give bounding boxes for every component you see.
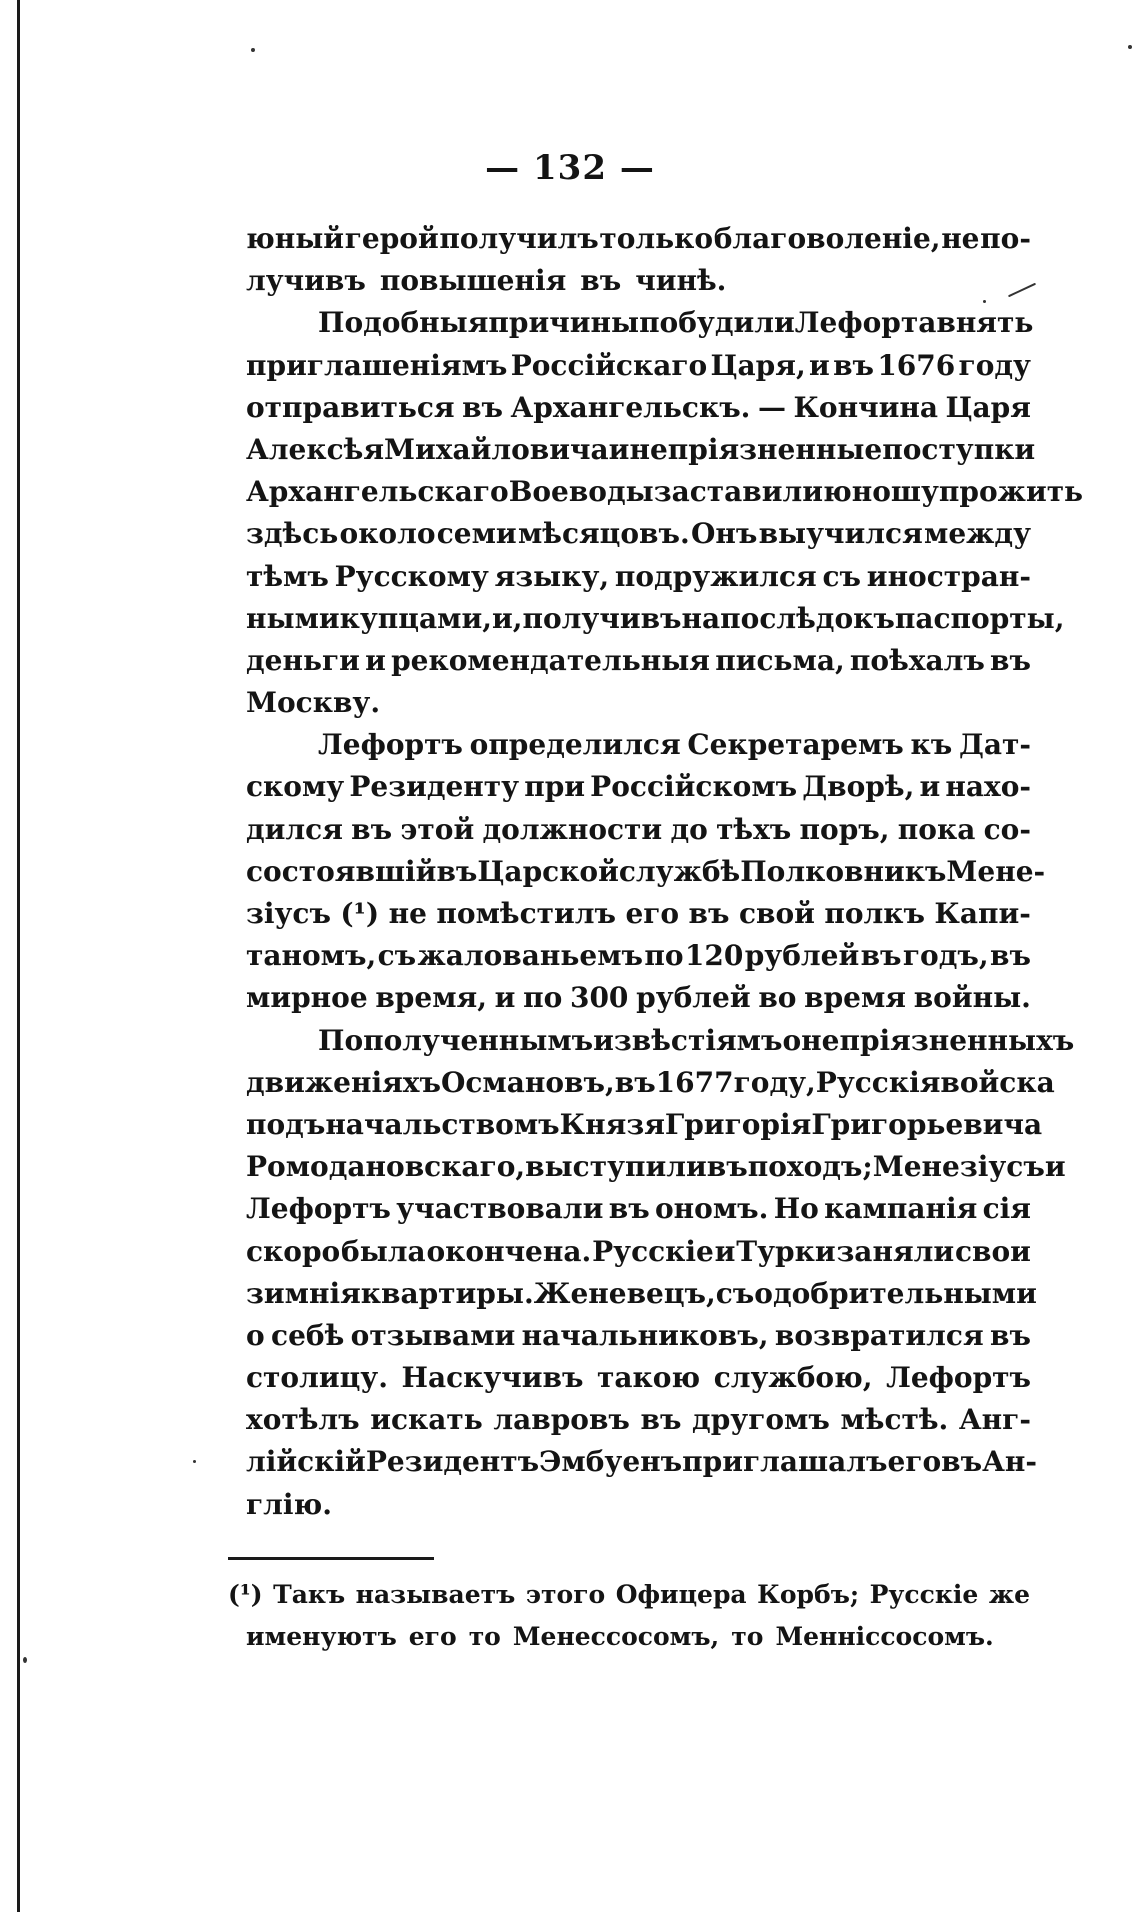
word: письма, — [715, 643, 845, 677]
word: въ — [580, 264, 622, 298]
word: Русскія — [815, 1065, 941, 1099]
word: лавровъ — [493, 1403, 630, 1437]
word: 1677 — [655, 1065, 734, 1099]
word: и — [714, 1234, 736, 1268]
word: службѣ — [618, 854, 741, 888]
scan-speck — [983, 300, 986, 303]
word: пока — [897, 812, 976, 846]
word: движеніяхъ — [246, 1065, 441, 1099]
word: заставили — [653, 475, 824, 509]
word: помѣстилъ — [436, 897, 616, 930]
word: Архангельскъ. — [510, 390, 751, 424]
word: Царя, — [710, 348, 806, 382]
word: прожить — [938, 475, 1084, 509]
text-line — [246, 601, 1065, 644]
footnotes — [228, 1580, 1030, 1664]
word: Москву. — [246, 686, 381, 720]
word: Лефортъ — [246, 1192, 391, 1226]
word: непріязненныхъ — [801, 1023, 1075, 1057]
word: непріязненные — [629, 432, 883, 466]
text-line — [246, 517, 1031, 559]
text-line — [246, 1107, 1043, 1150]
word: окончена. — [426, 1234, 592, 1268]
text-line — [246, 770, 1031, 812]
word: чинѣ. — [635, 264, 727, 298]
word: въ — [462, 390, 503, 424]
word: Турки — [736, 1234, 836, 1268]
word: во — [758, 981, 797, 1015]
word: побудили — [639, 306, 795, 340]
word: возвратился — [774, 1318, 984, 1352]
footnote-word: (¹) — [228, 1580, 263, 1609]
word: Россійскаго — [510, 348, 708, 382]
word: получилъ — [439, 222, 599, 255]
footnote-line — [228, 1580, 1030, 1622]
text-line — [246, 1319, 1031, 1361]
word: тѣхъ — [716, 812, 792, 846]
word: юный — [246, 222, 345, 255]
text-line — [246, 1065, 1055, 1108]
word: внять — [936, 306, 1034, 340]
word: паспорты, — [894, 601, 1065, 635]
word: Григорія — [664, 1107, 812, 1141]
word: Анг- — [958, 1403, 1031, 1437]
word: этой — [400, 812, 475, 846]
word: заняли — [836, 1234, 955, 1268]
text-line — [246, 432, 1036, 475]
footnote-word: Корбъ; — [757, 1580, 860, 1609]
word: ономъ. — [655, 1192, 769, 1226]
page-number: — 132 — — [485, 148, 655, 188]
word: Михайловича — [384, 432, 609, 466]
word: Эмбуенъ — [539, 1445, 683, 1479]
word: напослѣдокъ — [681, 601, 895, 635]
word: и — [365, 643, 386, 677]
footnote-word: этого — [525, 1580, 606, 1609]
word: Русскіе — [592, 1234, 714, 1268]
word: лійскій — [246, 1445, 366, 1479]
word: Царя — [945, 390, 1031, 424]
word: въ — [706, 1150, 748, 1184]
word: мѣстѣ. — [840, 1403, 949, 1437]
word: получивъ — [522, 601, 682, 635]
word: Ан- — [982, 1445, 1037, 1479]
footnote-word: именуютъ — [246, 1622, 397, 1651]
word: сія — [982, 1192, 1031, 1226]
footnote-word: Такъ — [273, 1580, 346, 1609]
text-line — [246, 475, 1084, 517]
word: подружился — [614, 559, 817, 593]
scan-edge-line — [17, 0, 20, 1912]
word: году, — [733, 1065, 816, 1099]
word: въ — [941, 1445, 983, 1479]
word: не — [941, 222, 980, 255]
word: при — [524, 770, 586, 804]
word: и — [608, 432, 630, 466]
word: и — [494, 981, 516, 1015]
text-line — [246, 264, 1031, 306]
word: Менезіусъ — [872, 1150, 1045, 1184]
word: службою, — [713, 1361, 873, 1395]
word: иностран- — [866, 559, 1031, 593]
word: Ромодановскаго, — [246, 1150, 526, 1184]
word: 1676 — [877, 348, 956, 382]
word: Капи- — [934, 897, 1031, 930]
word: Резиденту — [349, 770, 520, 804]
word: время — [804, 981, 906, 1015]
word: въ — [640, 1403, 682, 1437]
word: по — [644, 939, 684, 973]
scan-speck — [23, 1657, 27, 1663]
word: съ — [377, 939, 417, 973]
word: свой — [738, 897, 815, 930]
word: Дворѣ, — [802, 770, 915, 804]
word: Царской — [477, 854, 619, 888]
word: По — [318, 1023, 364, 1057]
word: жалованьемъ — [417, 939, 644, 973]
word: и — [809, 348, 830, 382]
word: 120 — [684, 939, 744, 973]
word: подъ — [246, 1107, 326, 1141]
word: Наскучивъ — [401, 1361, 584, 1395]
word: по- — [980, 222, 1031, 255]
text-line — [246, 1235, 1031, 1277]
footnote-word: Русскіе — [869, 1580, 979, 1609]
word: рублей — [744, 939, 860, 973]
word: въ — [614, 1065, 656, 1099]
word: и — [1044, 1150, 1066, 1184]
footnote-word: Менессосомъ, — [512, 1622, 720, 1651]
word: юношу — [823, 475, 939, 509]
word: Россійскомъ — [590, 770, 798, 804]
word: о — [246, 1318, 265, 1352]
word: деньги — [246, 643, 360, 677]
word: другомъ — [692, 1403, 830, 1437]
word: приглашеніямъ — [246, 348, 508, 382]
word: Но — [773, 1192, 819, 1226]
word: въ — [860, 939, 902, 973]
word: Лефортъ — [318, 728, 463, 762]
text-line — [246, 1403, 1031, 1445]
word: въ — [688, 897, 730, 930]
word: была — [341, 1234, 426, 1268]
text-line — [246, 813, 1031, 855]
word: въ — [608, 1192, 650, 1226]
word: съ — [822, 559, 862, 593]
word: языку, — [494, 559, 610, 593]
word: (¹) — [340, 897, 380, 930]
word: между — [924, 517, 1031, 551]
word: поръ, — [799, 812, 890, 846]
word: состоявшій — [246, 854, 437, 888]
word: мирное — [246, 981, 368, 1015]
word: семи — [436, 517, 517, 551]
word: купцами, — [339, 601, 492, 635]
text-line — [246, 728, 1031, 770]
word: Воеводы — [508, 475, 654, 509]
text-line — [246, 686, 1031, 728]
word: благоволеніе, — [713, 222, 941, 255]
word: рекомендательныя — [391, 643, 710, 677]
text-line — [246, 1023, 1075, 1066]
text-line — [246, 1488, 1031, 1530]
word: полученнымъ — [363, 1023, 594, 1057]
word: въ — [436, 854, 478, 888]
word: начальниковъ, — [521, 1318, 769, 1352]
word: повышенія — [379, 264, 567, 298]
word: Лефорта — [794, 306, 937, 340]
word: полкъ — [824, 897, 925, 930]
text-line — [246, 306, 1034, 348]
word: время, — [375, 981, 487, 1015]
word: отправиться — [246, 390, 455, 424]
text-line — [246, 1361, 1031, 1403]
word: въ — [990, 1318, 1031, 1352]
word: до — [670, 812, 708, 846]
word: рублей — [636, 981, 751, 1015]
text-line — [246, 644, 1031, 686]
word: здѣсь — [246, 517, 339, 551]
text-line — [246, 560, 1031, 602]
word: герой — [344, 222, 439, 255]
text-line — [246, 854, 1046, 897]
text-line — [246, 1150, 1066, 1192]
word: выучился — [758, 517, 923, 551]
word: его — [625, 897, 680, 930]
text-line — [246, 1192, 1031, 1234]
word: въ — [989, 939, 1031, 973]
text-line — [246, 981, 1031, 1023]
footnote-separator — [228, 1557, 434, 1560]
text-line — [246, 897, 1031, 939]
footnote-word: называетъ — [355, 1580, 516, 1609]
word: войны. — [913, 981, 1031, 1015]
word: себѣ — [271, 1318, 345, 1352]
word: 300 — [569, 981, 629, 1015]
word: въ — [351, 812, 393, 846]
text-line — [246, 349, 1031, 391]
text-line — [246, 1445, 1037, 1487]
word: Подобныя — [318, 306, 489, 340]
word: одобрительными — [754, 1276, 1037, 1310]
word: дился — [246, 812, 343, 846]
footnote-word: же — [988, 1580, 1030, 1609]
word: причины — [488, 306, 640, 340]
word: такою — [597, 1361, 701, 1395]
word: въ — [833, 348, 875, 382]
word: только — [599, 222, 714, 255]
word: Князя — [559, 1107, 665, 1141]
text-line — [246, 222, 1031, 264]
word: глію. — [246, 1487, 332, 1521]
word: приглашалъ — [682, 1445, 888, 1479]
footnote-word: Менніссосомъ. — [775, 1622, 994, 1651]
word: Григорьевича — [811, 1107, 1043, 1141]
word: тѣмъ — [246, 559, 329, 593]
footnote-line — [228, 1622, 1030, 1664]
word: начальствомъ — [325, 1107, 560, 1141]
word: определился — [469, 728, 681, 762]
word: Кончина — [793, 390, 938, 424]
word: квартиры. — [360, 1276, 534, 1310]
word: зіусъ — [246, 897, 331, 930]
word: ными — [246, 601, 340, 635]
word: о — [782, 1023, 802, 1057]
word: должности — [482, 812, 663, 846]
word: извѣстіямъ — [593, 1023, 783, 1057]
word: походъ; — [747, 1150, 873, 1184]
word: году — [958, 348, 1031, 382]
word: отзывами — [350, 1318, 516, 1352]
word: со- — [983, 812, 1031, 846]
word: мѣсяцовъ. — [517, 517, 690, 551]
scan-speck — [193, 1460, 196, 1463]
word: Лефортъ — [886, 1361, 1031, 1395]
word: искать — [370, 1403, 483, 1437]
word: кампанія — [824, 1192, 978, 1226]
word: Мене- — [946, 854, 1046, 888]
word: по — [523, 981, 563, 1015]
word: поѣхалъ — [849, 643, 985, 677]
text-line — [246, 391, 1031, 433]
word: Секретаремъ — [687, 728, 904, 762]
word: его — [887, 1445, 942, 1479]
word: съ — [715, 1276, 755, 1310]
word: въ — [990, 643, 1031, 677]
word: столицу. — [246, 1361, 388, 1395]
word: нахо- — [945, 770, 1031, 804]
word: не — [388, 897, 427, 930]
word: войска — [940, 1065, 1055, 1099]
text-line — [246, 939, 1031, 981]
word: Резидентъ — [365, 1445, 540, 1479]
word: Османовъ, — [440, 1065, 615, 1099]
text-line — [246, 1276, 1037, 1319]
word: годъ, — [902, 939, 989, 973]
body-text — [246, 222, 1084, 1530]
word: Русскому — [334, 559, 489, 593]
word: зимнія — [246, 1276, 361, 1310]
word: и, — [491, 601, 523, 635]
word: свои — [954, 1234, 1031, 1268]
word: скоро — [246, 1234, 341, 1268]
word: — — [757, 390, 786, 424]
word: къ — [910, 728, 953, 762]
word: хотѣлъ — [246, 1403, 360, 1437]
footnote-word: Офицера — [615, 1580, 747, 1609]
word: и — [919, 770, 941, 804]
word: Архангельскаго — [246, 475, 509, 509]
footnote-word: то — [468, 1622, 501, 1651]
word: Дат- — [958, 728, 1031, 762]
word: около — [339, 517, 436, 551]
word: Полковникъ — [740, 854, 947, 888]
word: участвовали — [396, 1192, 604, 1226]
footnote-word: то — [731, 1622, 764, 1651]
word: поступки — [882, 432, 1036, 466]
word: Онъ — [690, 517, 758, 551]
word: лучивъ — [246, 264, 366, 298]
scan-speck — [251, 48, 255, 52]
word: Женевецъ, — [533, 1276, 716, 1310]
footnote-word: его — [408, 1622, 457, 1651]
scan-speck — [1128, 45, 1132, 49]
word: таномъ, — [246, 939, 377, 973]
word: скому — [246, 770, 345, 804]
word: выступили — [525, 1150, 707, 1184]
word: Алексѣя — [246, 432, 385, 466]
